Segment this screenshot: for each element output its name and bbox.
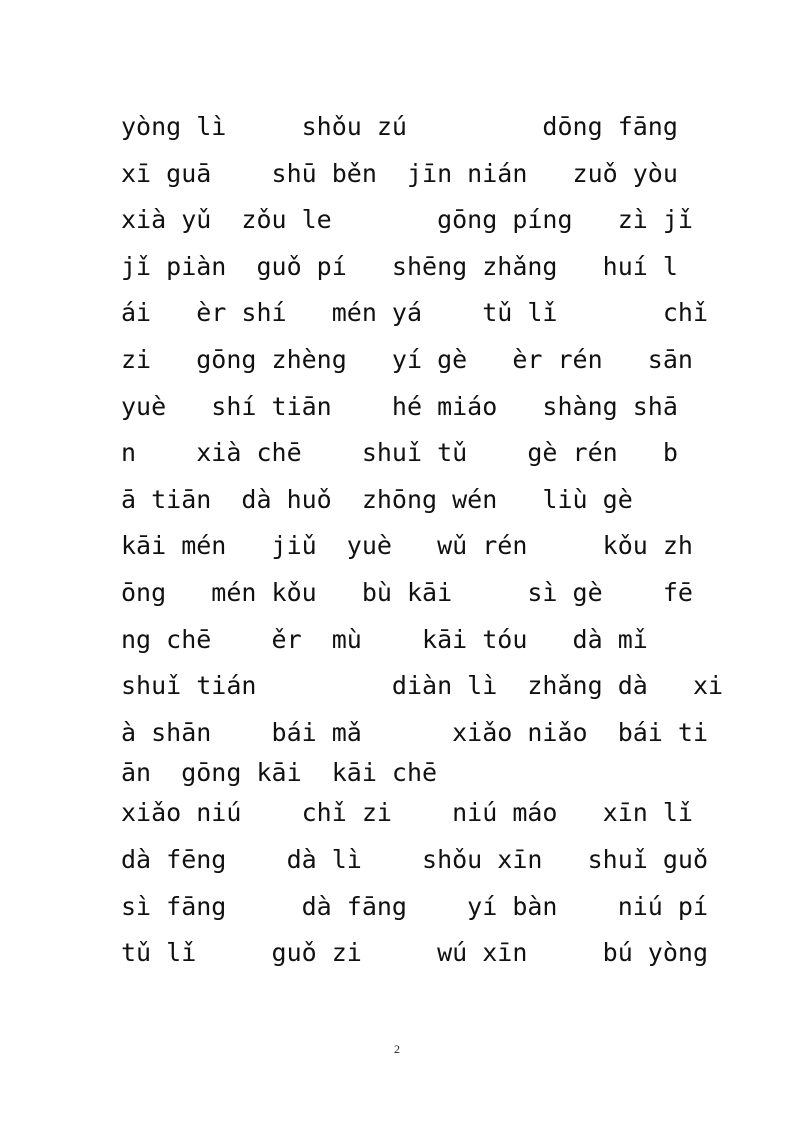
pinyin-line-2: xī guā shū běn jīn nián zuǒ yòu <box>121 158 678 188</box>
pinyin-line-10: kāi mén jiǔ yuè wǔ rén kǒu zh <box>121 531 693 561</box>
pinyin-line-19: tǔ lǐ guǒ zi wú xīn bú yòng <box>121 938 708 968</box>
pinyin-line-12: ng chē ěr mù kāi tóu dà mǐ <box>121 624 648 654</box>
pinyin-line-6: zi gōng zhèng yí gè èr rén sān <box>121 344 693 374</box>
pinyin-line-8: n xià chē shuǐ tǔ gè rén b <box>121 438 678 468</box>
pinyin-line-4: jǐ piàn guǒ pí shēng zhǎng huí l <box>121 251 678 281</box>
page-number: 2 <box>394 1042 400 1056</box>
pinyin-line-18: sì fāng dà fāng yí bàn niú pí <box>121 891 708 921</box>
pinyin-line-11: ōng mén kǒu bù kāi sì gè fē <box>121 577 693 607</box>
pinyin-line-7: yuè shí tiān hé miáo shàng shā <box>121 391 678 421</box>
pinyin-line-3: xià yǔ zǒu le gōng píng zì jǐ <box>121 205 693 235</box>
pinyin-line-17: dà fēng dà lì shǒu xīn shuǐ guǒ <box>121 844 708 874</box>
pinyin-line-5: ái èr shí mén yá tǔ lǐ chǐ <box>121 298 708 328</box>
pinyin-line-14: à shān bái mǎ xiǎo niǎo bái ti <box>121 717 708 747</box>
pinyin-line-1: yòng lì shǒu zú dōng fāng <box>121 112 678 141</box>
pinyin-line-15: ān gōng kāi kāi chē <box>121 758 438 788</box>
pinyin-text-block <box>121 104 724 977</box>
pinyin-line-16: xiǎo niú chǐ zi niú máo xīn lǐ <box>121 798 693 828</box>
pinyin-line-13: shuǐ tián diàn lì zhǎng dà xi <box>121 671 724 701</box>
pinyin-line-9: ā tiān dà huǒ zhōng wén liù gè <box>121 484 633 514</box>
